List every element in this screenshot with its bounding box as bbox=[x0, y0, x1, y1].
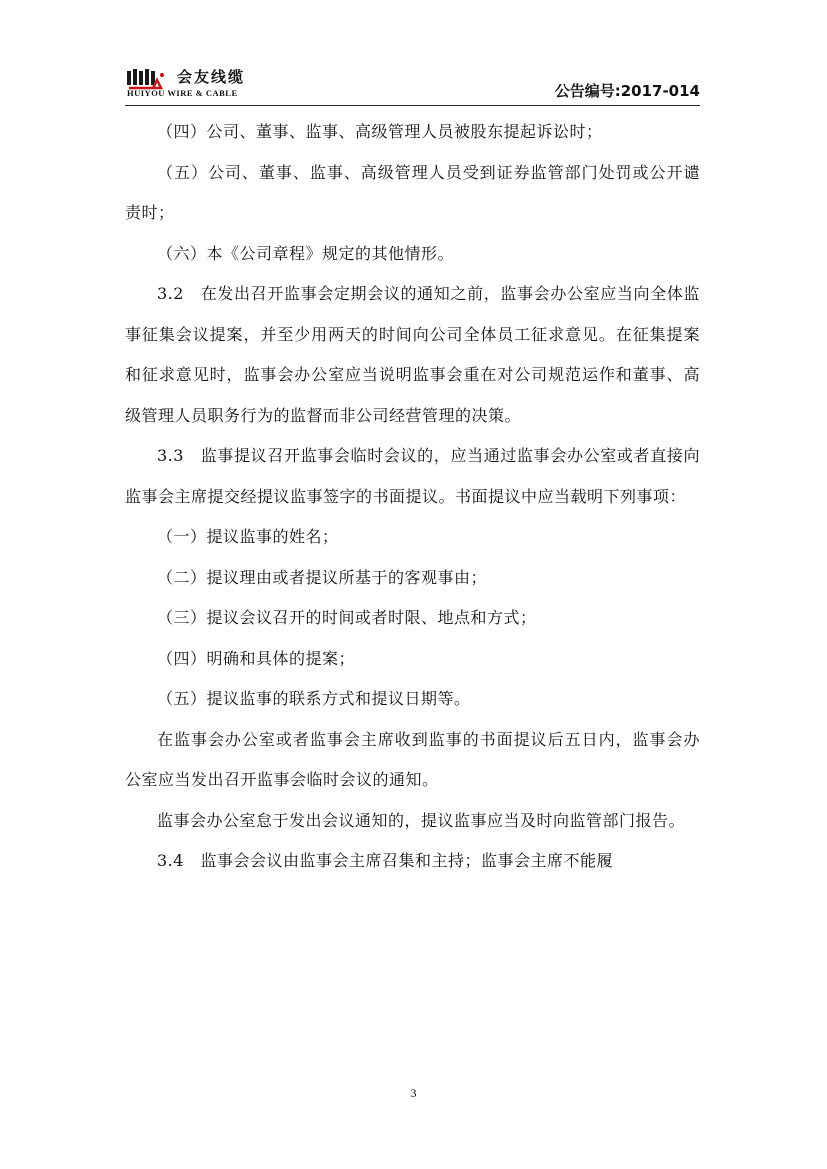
paragraph: （五）提议监事的联系方式和提议日期等。 bbox=[157, 689, 471, 708]
header-divider bbox=[125, 105, 700, 106]
paragraph: （四）明确和具体的提案； bbox=[157, 648, 356, 668]
paragraph: （二）提议理由或者提议所基于的客观事由； bbox=[157, 567, 488, 587]
page-number: 3 bbox=[410, 1086, 417, 1100]
logo-chinese-name: 会友线缆 bbox=[177, 68, 246, 86]
paragraph: （一）提议监事的姓名； bbox=[157, 527, 339, 546]
page-header bbox=[125, 66, 700, 106]
paragraph: （三）提议会议召开的时间或者时限、地点和方式； bbox=[157, 608, 537, 627]
paragraph: 在监事会办公室或者监事会主席收到监事的书面提议后五日内，监事会办公室应当发出召开监事会临时会议的通知。 bbox=[125, 729, 700, 789]
paragraph: 3.3 监事提议召开监事会临时会议的，应当通过监事会办公室或者直接向监事会主席提交经提议监事签字的书面提议。书面提议中应当载明下列事项： bbox=[125, 446, 700, 506]
logo-english-name: HUIYOU WIRE & CABLE bbox=[127, 88, 238, 98]
document-body bbox=[125, 112, 700, 882]
announcement-number: 公告编号:2017-014 bbox=[554, 82, 700, 100]
company-logo bbox=[125, 66, 295, 102]
paragraph: （四）公司、董事、监事、高级管理人员被股东提起诉讼时； bbox=[157, 122, 603, 141]
paragraph: 3.2 在发出召开监事会定期会议的通知之前，监事会办公室应当向全体监事征集会议提案，并至少用两天的时间向公司全体员工征求意见。在征集提案和征求意见时，监事会办公室应当说明监事会重在对公司规范运作和董事、高级管理人员职务行为的监督而非公司经营管理的决策。 bbox=[125, 284, 700, 425]
paragraph: 监事会办公室怠于发出会议通知的，提议监事应当及时向监管部门报告。 bbox=[157, 810, 686, 830]
paragraph: 3.4 监事会会议由监事会主席召集和主持；监事会主席不能履 bbox=[157, 851, 613, 870]
paragraph: （五）公司、董事、监事、高级管理人员受到证券监管部门处罚或公开谴责时； bbox=[125, 162, 700, 222]
paragraph: （六）本《公司章程》规定的其他情形。 bbox=[157, 243, 455, 263]
